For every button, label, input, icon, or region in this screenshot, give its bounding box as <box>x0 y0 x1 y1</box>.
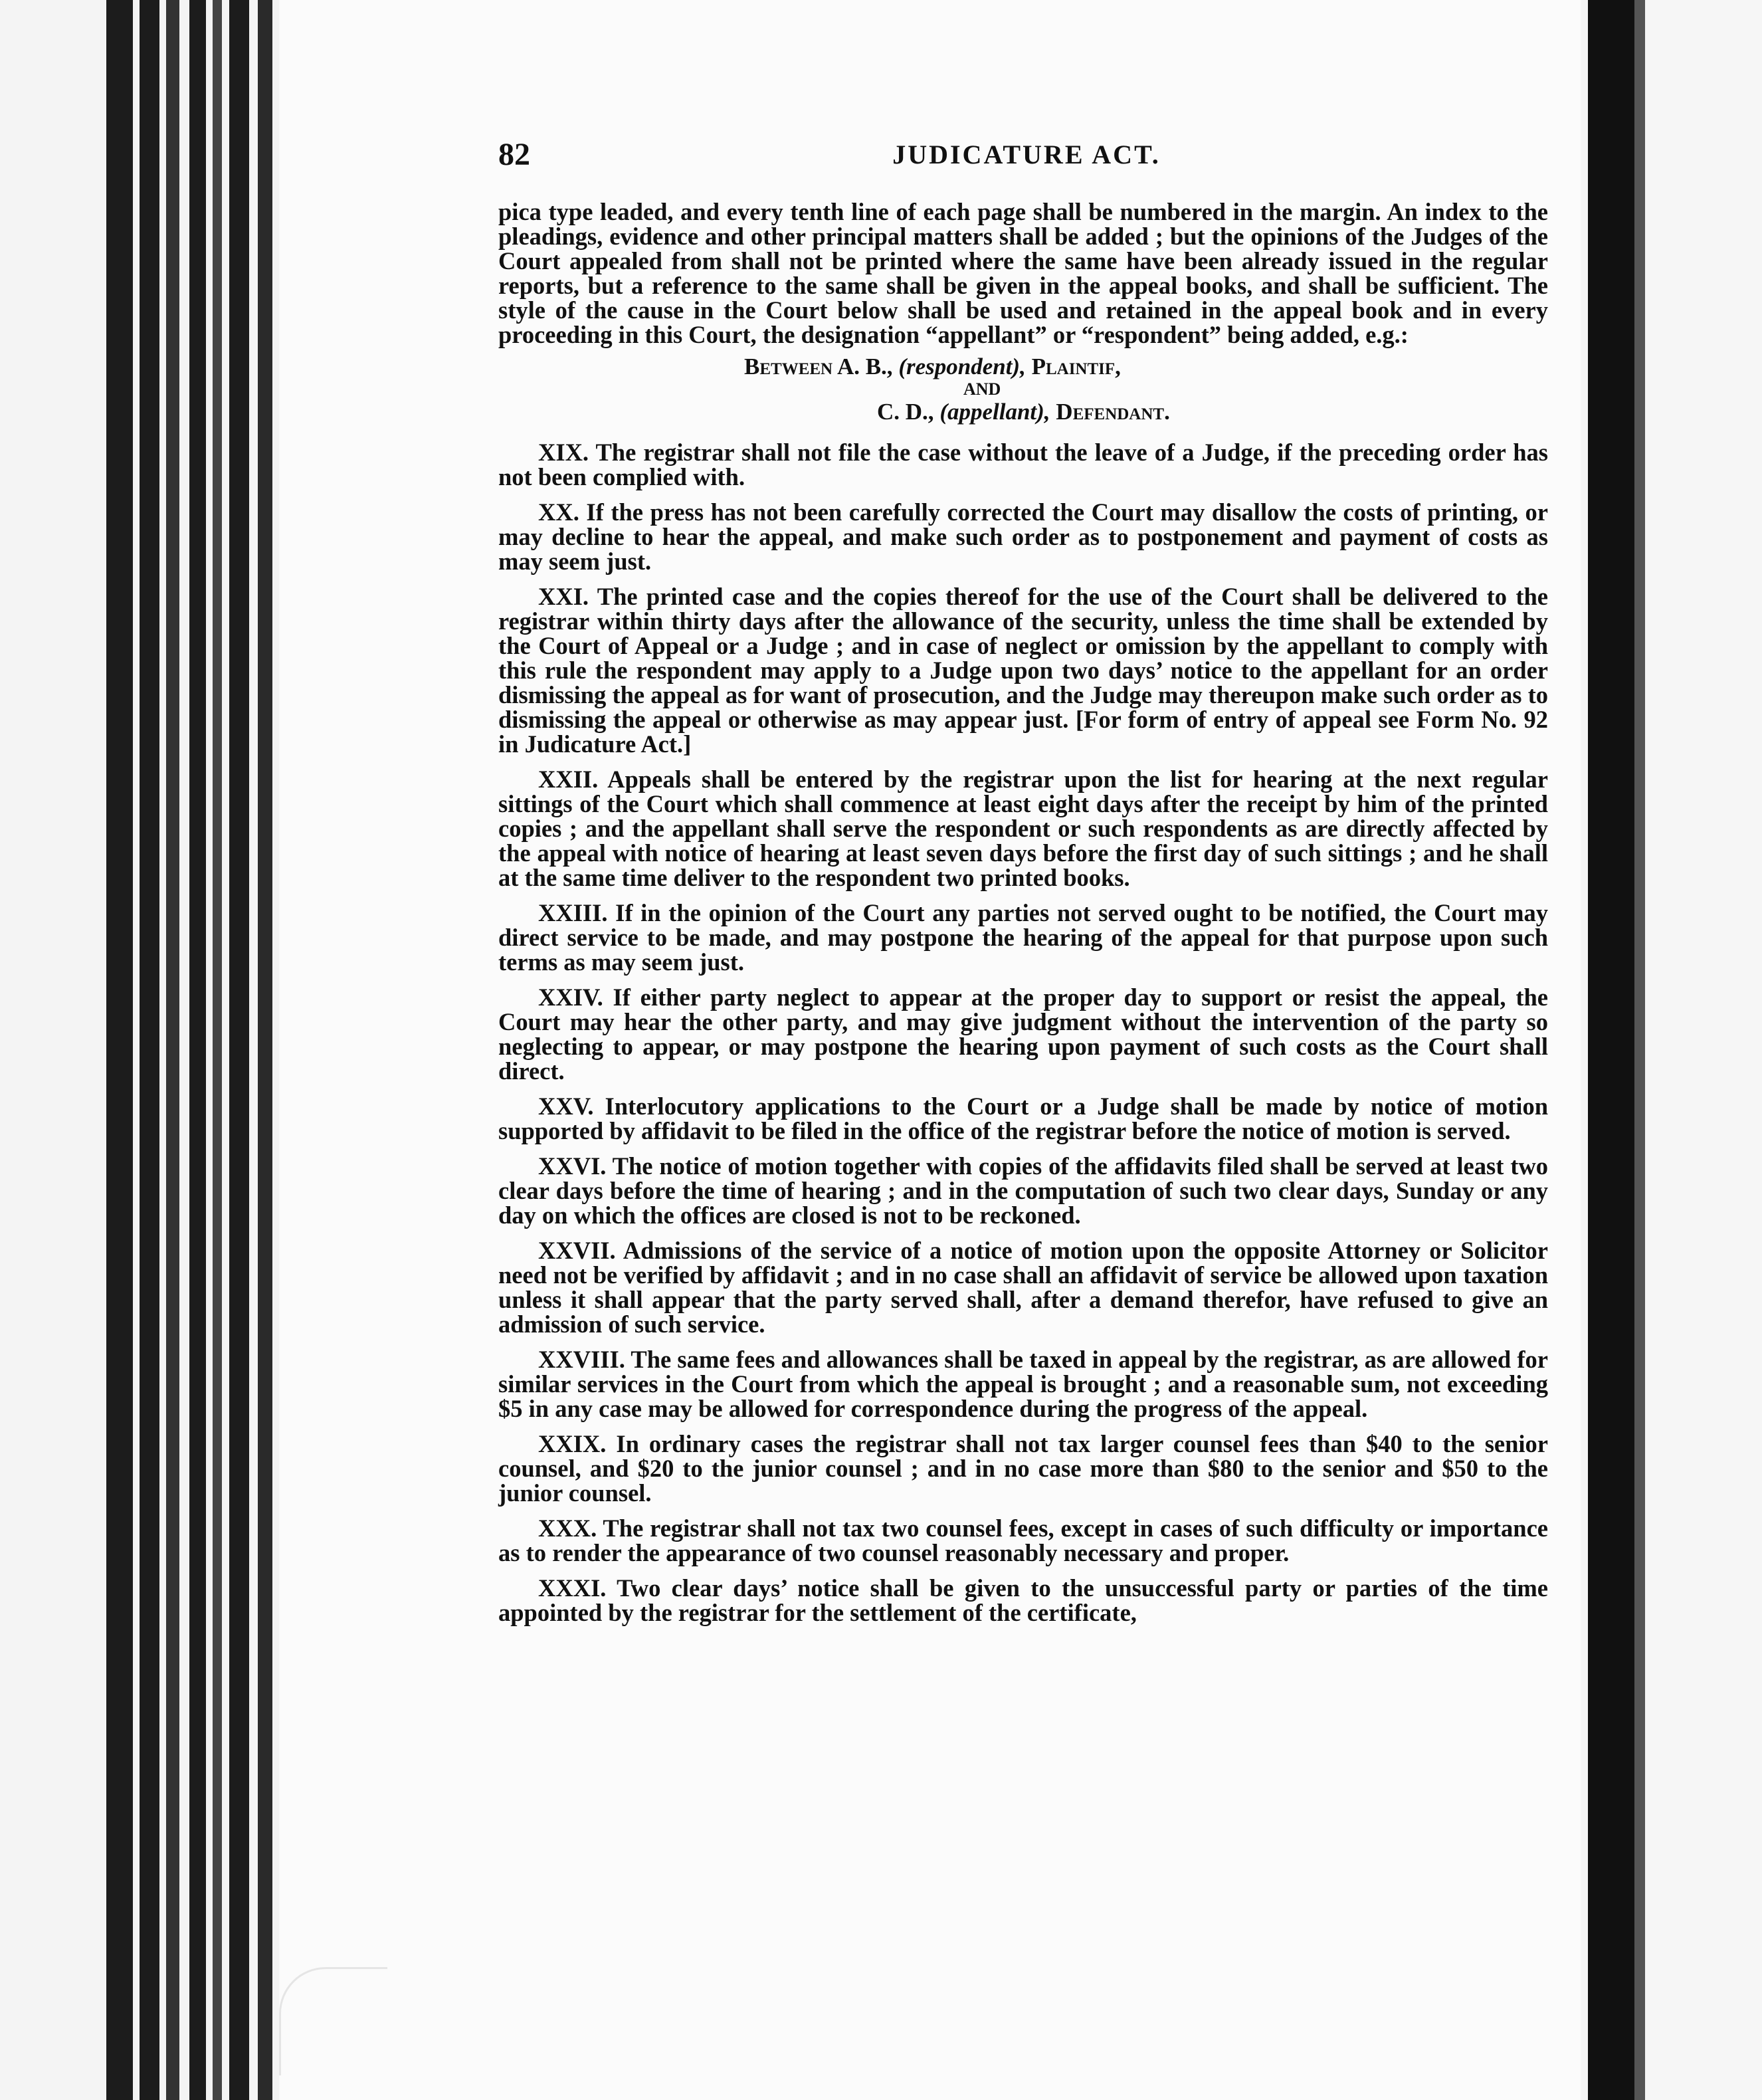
rule-xxvii: XXVII. Admissions of the service of a notice of motion upon the opposite Attorney or Solicitor need not be verified by affidavit ; and in no case shall an affidavit of service be allowed upon taxation unless it shall appear that the party served shall, after a demand therefor, have refused to give an admission of such service. <box>498 1237 1548 1338</box>
rule-xxi: XXI. The printed case and the copies thereof for the use of the Court shall be delivered to the registrar within thirty days after the allowance of the security, unless the time shall be extended by the Court of Appeal or a Judge ; and in case of neglect or omission by the appellant to comply with this rule the respondent may apply to a Judge upon two days’ notice to the appellant for an order dismissing the appeal as for want of prosecution, and the Judge may thereupon make such order as to dismissing the appeal or otherwise as may appear just. [For form of entry of appeal see Form No. 92 in Judicature Act.] <box>498 583 1548 758</box>
rule-xxiv: XXIV. If either party neglect to appear at the proper day to support or resist the appeal, the Court may hear the other party, and may give judgment without the intervention of the party so neglecting to appear, or may postpone the hearing upon payment of such costs as the Court shall direct. <box>498 984 1548 1085</box>
rule-xix: XIX. The registrar shall not file the case without the leave of a Judge, if the preceding order has not been complied with. <box>498 439 1548 490</box>
between-label: Between <box>744 354 833 379</box>
party2-title: Defendant. <box>1056 399 1170 425</box>
page-smudge-mark <box>279 1967 387 2075</box>
rule-xxiii: XXIII. If in the opinion of the Court any parties not served ought to be notified, the Court may direct service to be made, and may postpone the hearing of the appeal for that purpose upon such terms as may seem just. <box>498 899 1548 976</box>
rule-xxx: XXX. The registrar shall not tax two counsel fees, except in cases of such difficulty or importance as to render the appearance of two counsel reasonably necessary and proper. <box>498 1515 1548 1566</box>
party2-role: (appellant), <box>939 399 1050 425</box>
rule-xxv: XXV. Interlocutory applications to the Court or a Judge shall be made by notice of motion supported by affidavit to be filed in the office of the registrar before the notice of motion is served. <box>498 1093 1548 1144</box>
page-header <box>498 136 1555 183</box>
party1-role: (respondent), <box>898 354 1026 379</box>
rule-xxvi: XXVI. The notice of motion together with copies of the affidavits filed shall be served at least two clear days before the time of hearing ; and in the computation of such two clear days, Sunday or any day on which the offices are closed is not to be reckoned. <box>498 1152 1548 1229</box>
running-head: JUDICATURE ACT. <box>892 140 1161 169</box>
rule-xx: XX. If the press has not been carefully corrected the Court may disallow the costs of printing, or may decline to hear the appeal, and make such order as to postponement and payment of costs as may seem just. <box>498 498 1548 575</box>
rule-xxviii: XXVIII. The same fees and allowances shall be taxed in appeal by the registrar, as are allowed for similar services in the Court from which the appeal is brought ; and a reasonable sum, not exceeding $5 in any case may be allowed for correspondence during the progress of the appeal. <box>498 1346 1548 1422</box>
and-label: AND <box>963 379 1001 399</box>
party2-name: C. D., <box>877 399 934 425</box>
facing-page-edge <box>1581 0 1762 2100</box>
rule-xxix: XXIX. In ordinary cases the registrar shall not tax larger counsel fees than $40 to the senior counsel, and $20 to the junior counsel ; and in no case more than $80 to the senior and $50 to the junior counsel. <box>498 1430 1548 1507</box>
body-text <box>498 199 1548 1635</box>
page-number: 82 <box>498 137 530 172</box>
rule-xxii: XXII. Appeals shall be entered by the registrar upon the list for hearing at the next regular sittings of the Court which shall commence at least eight days after the receipt by him of the printed copies ; and the appellant shall serve the respondent or such respondents as are directly affected by the appeal with notice of hearing at least seven days before the first day of such sittings ; and he shall at the same time deliver to the respondent two printed books. <box>498 766 1548 891</box>
style-of-cause <box>498 354 1548 425</box>
rule-xxxi: XXXI. Two clear days’ notice shall be given to the unsuccessful party or parties of the time appointed by the registrar for the settlement of the certificate, <box>498 1574 1548 1626</box>
party1-title: Plaintif, <box>1031 354 1121 379</box>
book-spine-edge <box>0 0 279 2100</box>
intro-paragraph: pica type leaded, and every tenth line of each page shall be numbered in the margin. An index to the pleadings, evidence and other principal matters shall be added ; but the opinions of the Judges of the Court appealed from shall not be printed where the same have been already issued in the regular reports, but a reference to the same shall be given in the appeal books, and shall be sufficient. The style of the cause in the Court below shall be used and retained in the appeal book and in every proceeding in this Court, the designation “appellant” or “respondent” being added, e.g.: <box>498 198 1548 348</box>
party1-name: A. B., <box>836 354 893 379</box>
